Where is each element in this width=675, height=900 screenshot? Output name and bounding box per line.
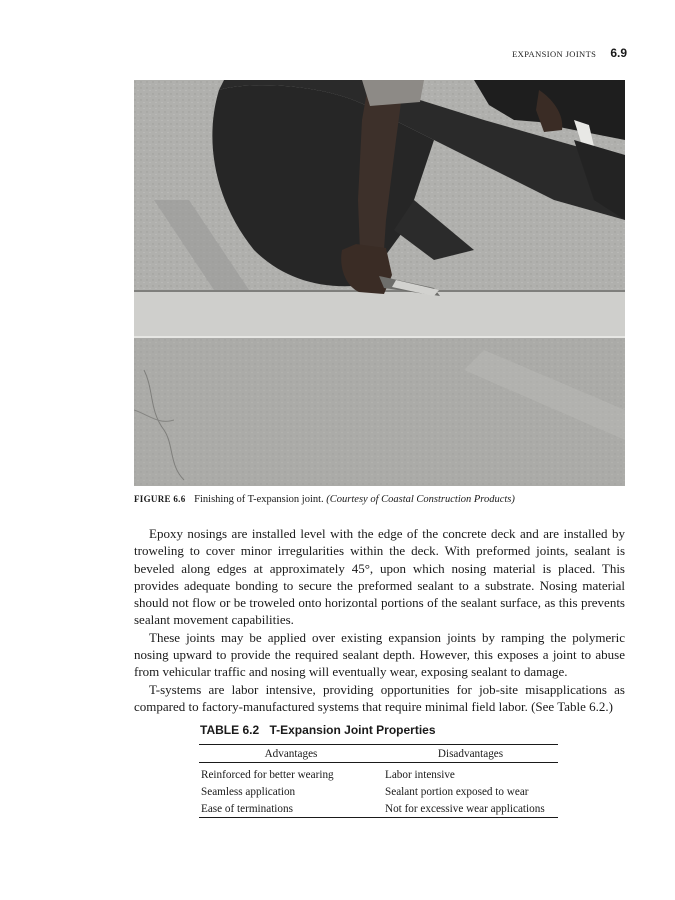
figure-photo bbox=[134, 80, 625, 486]
paragraph: T-systems are labor intensive, providing opportunities for job-site misapplications as compared to factory-manufactured systems that require minimal field labor. (See Table 6.2.) bbox=[134, 681, 625, 714]
table-cell: Seamless application bbox=[201, 785, 296, 798]
table-cell: Not for excessive wear applications bbox=[385, 802, 545, 815]
running-header bbox=[512, 46, 627, 60]
concrete-joint-photo bbox=[134, 80, 625, 486]
t-joint-nosing-strip bbox=[134, 290, 625, 338]
paragraph: These joints may be applied over existing expansion joints by ramping the polymeric nosing upward to provide the required sealant depth. However, this exposes a joint to abuse from vehicular traffic and nosing will eventually wear, exposing sealant to damage. bbox=[134, 629, 625, 680]
table-row bbox=[199, 800, 558, 818]
body-text bbox=[134, 525, 625, 715]
paragraph: Epoxy nosings are installed level with the edge of the concrete deck and are installed by troweling to cover minor irregularities within the deck. With preformed joints, sealant is beveled along edges at approximately 45°, upon which nosing material is placed. This provides adequate bonding to secure the preformed sealant to a substrate. Nosing material should not flow or be troweled onto horizontal portions of the sealant surface, as this prevents sealant movement capabilities. bbox=[134, 526, 625, 628]
table-title-text: T-Expansion Joint Properties bbox=[269, 723, 436, 737]
table-number: TABLE 6.2 bbox=[200, 723, 260, 737]
table-header-row bbox=[199, 745, 558, 763]
column-header-advantages: Advantages bbox=[264, 748, 318, 760]
table-title bbox=[200, 723, 436, 737]
table-cell: Reinforced for better wearing bbox=[201, 768, 334, 781]
figure-label: FIGURE 6.6 bbox=[134, 494, 186, 504]
figure-caption-text: Finishing of T-expansion joint. bbox=[194, 494, 324, 505]
header-section-title: EXPANSION JOINTS bbox=[512, 49, 597, 59]
table-cell: Ease of terminations bbox=[201, 802, 293, 815]
table-cell: Sealant portion exposed to wear bbox=[385, 785, 529, 798]
properties-table bbox=[199, 744, 558, 818]
table-cell: Labor intensive bbox=[385, 768, 455, 781]
figure-credit: (Courtesy of Coastal Construction Products) bbox=[326, 494, 515, 505]
table-row bbox=[199, 783, 558, 800]
table-row bbox=[199, 763, 558, 784]
figure-caption bbox=[134, 492, 625, 507]
page-number: 6.9 bbox=[610, 46, 627, 60]
column-header-disadvantages: Disadvantages bbox=[437, 748, 504, 760]
